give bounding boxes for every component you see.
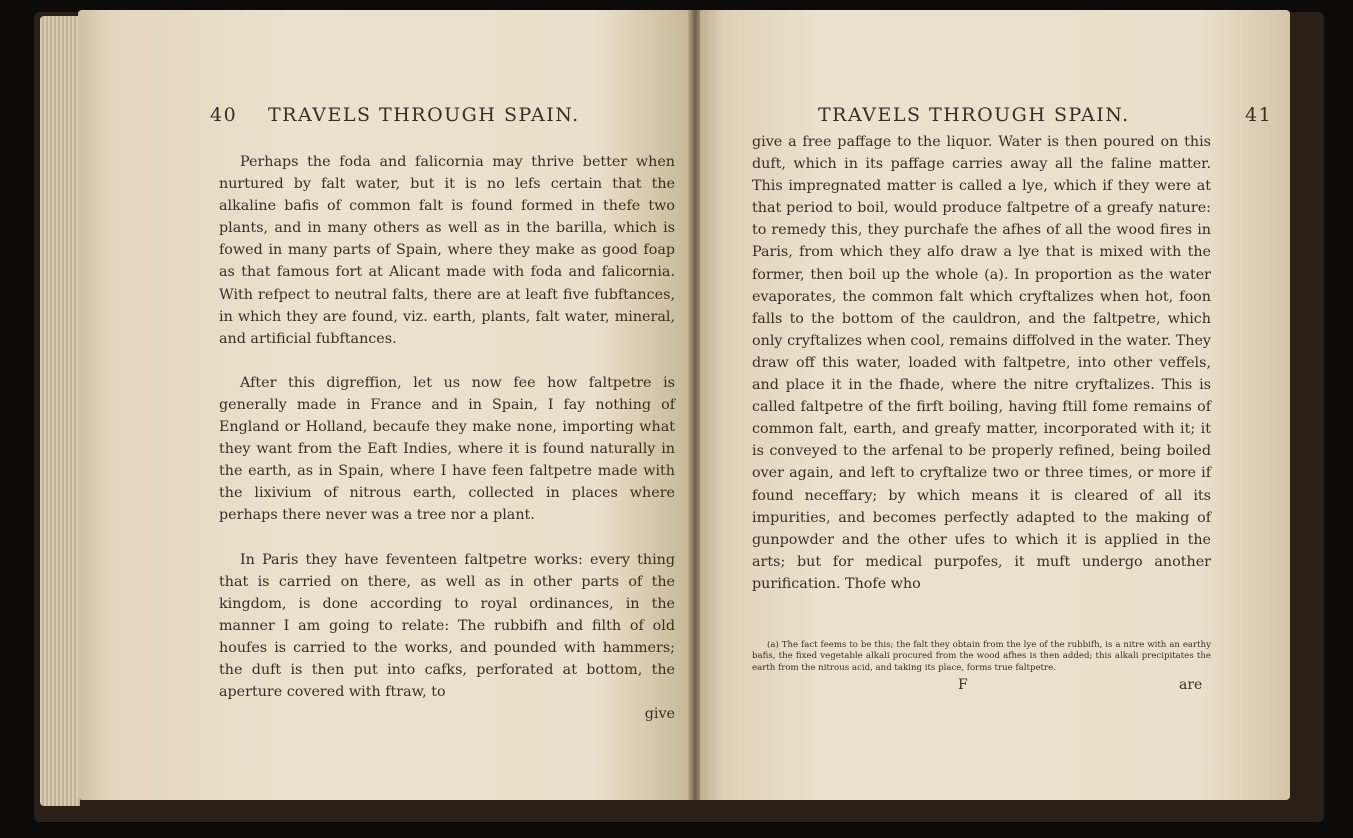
page-number: 41 (1245, 104, 1273, 126)
paragraph: give a free paffage to the liquor. Water is then poured on this duft, which in its paffage carries away all the faline matter. This impregnated matter is called a lye, which if they were at that period to boil, would produce faltpetre of a greafy nature: to remedy this, they purchafe the afhes of all the wood fires in Paris, from which they alfo draw a lye that is mixed with the former, then boil up the whole (a). In proportion as the water evaporates, the common falt which cryftalizes when hot, foon falls to the bottom of the cauldron, and the faltpetre, which only cryftalizes when cool, remains diffolved in the water. They draw off this water, loaded with faltpetre, into other veffels, and place it in the fhade, where the nitre cryftalizes. This is called faltpetre of the firft boiling, having ftill fome remains of common falt, earth, and greafy matter, incorporated with it; it is conveyed to the arfenal to be properly refined, being boiled over again, and left to cryftalize two or three times, or more if found neceffary; by which means it is cleared of all its impurities, and becomes perfectly adapted to the making of gunpowder and the other ufes to which it is applied in the arts; but for medical purpofes, it muft undergo another purification. Thofe who (752, 134, 1211, 592)
page-number: 40 (210, 104, 238, 126)
paragraph: Perhaps the foda and falicornia may thrive better when nurtured by falt water, but it is no lefs certain that the alkaline bafis of common falt is found formed in thefe two plants, and in many others as well as in the barilla, which is fowed in many parts of Spain, where they make as good foap as that famous fort at Alicant made with foda and falicornia. With refpect to neutral falts, there are at leaft five fubftances, in which they are found, viz. earth, plants, falt water, mineral, and artificial fubftances. (219, 154, 675, 347)
paragraph: After this digreffion, let us now fee how faltpetre is generally made in France and in Spain, I fay nothing of England or Holland, becaufe they make none, importing what they want from the Eaft Indies, where it is found naturally in the earth, as in Spain, where I have feen faltpetre made with the lixivium of nitrous earth, collected in places where perhaps there never was a tree nor a plant. (219, 374, 675, 524)
paragraph: In Paris they have feventeen faltpetre works: every thing that is carried on there, as well as in other parts of the kingdom, is done according to royal ordinances, in the manner I am going to relate: The rubbifh and filth of old houfes is carried to the works, and pounded with hammers; the duft is then put into cafks, perforated at bottom, the aperture covered with ftraw, to (219, 551, 675, 701)
body-text (752, 131, 1211, 595)
page-edges (40, 16, 80, 806)
footnote-text: (a) The fact feems to be this; the falt they obtain from the lye of the rubbifh, is a nitre with an earthy bafis, the fixed vegetable alkali procured from the wood afhes is then added; this alkali precipitates the earth from the nitrous acid, and taking its place, forms true faltpetre. (752, 640, 1211, 673)
running-head: TRAVELS THROUGH SPAIN. (818, 104, 1130, 126)
footnote (752, 640, 1211, 674)
body-text (219, 151, 675, 725)
running-head: TRAVELS THROUGH SPAIN. (268, 104, 580, 126)
catchword: are (1179, 677, 1203, 693)
left-page (78, 10, 688, 800)
right-page (700, 10, 1290, 800)
signature-mark: F (958, 677, 968, 693)
catchword: give (644, 706, 675, 723)
